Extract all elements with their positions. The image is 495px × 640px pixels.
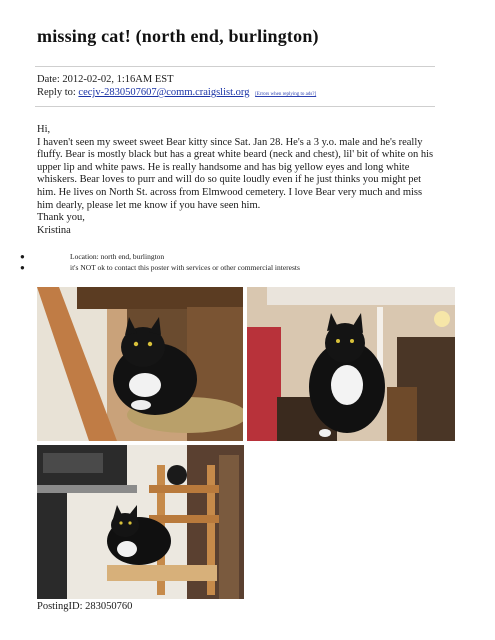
location-text: Location: north end, burlington	[70, 252, 165, 261]
author-name: Kristina	[37, 224, 71, 236]
cat-photo-2[interactable]	[247, 287, 455, 441]
post-attributes	[0, 251, 495, 273]
cat-photo-3-image	[37, 445, 244, 599]
post-title: missing cat! (north end, burlington)	[37, 26, 319, 46]
reply-label: Reply to:	[37, 87, 76, 98]
reply-errors-link[interactable]: [Errors when replying to ads?]	[255, 92, 317, 97]
reply-email-link[interactable]: cecjv-2830507607@comm.craigslist.org	[78, 87, 250, 98]
bullet-icon: ●	[20, 263, 25, 272]
cat-photo-2-image	[247, 287, 455, 441]
signoff: Thank you,	[37, 212, 85, 224]
cat-photo-1[interactable]	[37, 287, 243, 441]
divider-top	[35, 66, 435, 67]
bullet-icon: ●	[20, 252, 25, 261]
contact-notice-text: it's NOT ok to contact this poster with services or other commercial interests	[70, 263, 300, 272]
cat-photo-1-image	[37, 287, 243, 441]
list-item	[0, 262, 495, 273]
divider-bottom	[35, 106, 435, 107]
reply-line	[37, 86, 316, 101]
post-date: Date: 2012-02-02, 1:16AM EST	[37, 74, 174, 85]
list-item	[0, 251, 495, 262]
post-body	[37, 124, 437, 237]
greeting: Hi,	[37, 124, 51, 135]
posting-id: PostingID: 283050760	[37, 601, 133, 612]
cat-photo-3[interactable]	[37, 445, 244, 599]
description: I haven't seen my sweet sweet Bear kitty since Sat. Jan 28. He's a 3 y.o. male and he's really fluffy. Bear is mostly black but has a great white beard (neck and chest), lil' bit of white on his upper lip and white paws. He is really handsome and has big yellow eyes and long white whiskers. Bear loves to purr and will do so quite loudly even if he just thinks you might pet him. He lives on North St. across from Elmwood cemetery. I love Bear very much and miss him dearly, please let me know if you have seen him.	[37, 136, 434, 211]
